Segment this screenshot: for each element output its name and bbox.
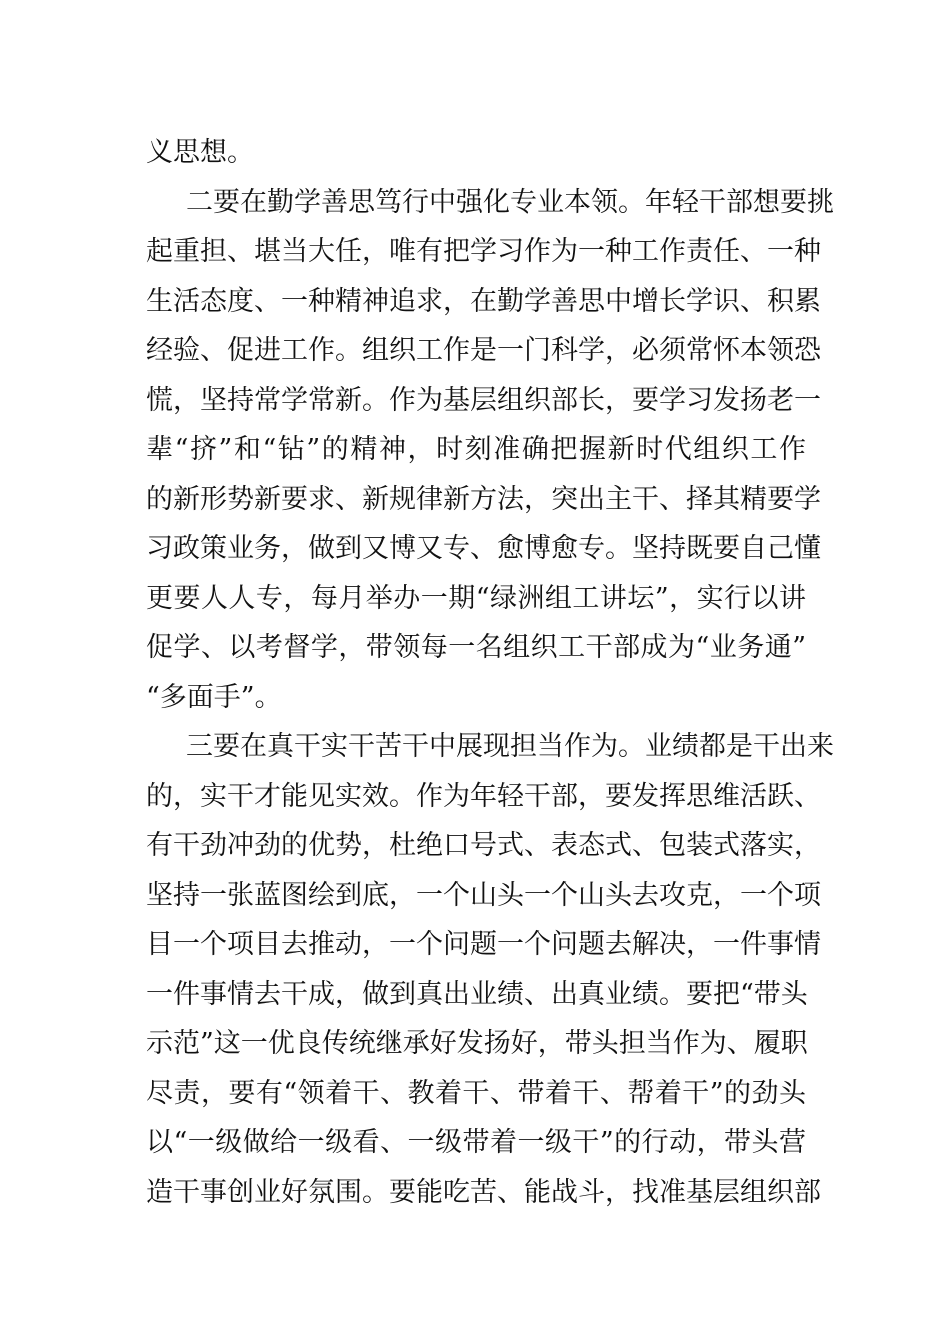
text-line: 慌，坚持常学常新。作为基层组织部长，要学习发扬老一 — [146, 384, 821, 416]
text-line: 促学、以考督学，带领每一名组织工干部成为“业务通” — [146, 632, 806, 663]
text-line: 的新形势新要求、新规律新方法，突出主干、择其精要学 — [146, 483, 821, 515]
text-line: 辈“挤”和“钻”的精神，时刻准确把握新时代组织工作 — [146, 434, 806, 465]
text-line: 以“一级做给一级看、一级带着一级干”的行动，带头营 — [146, 1127, 806, 1158]
text-line: 生活态度、一种精神追求，在勤学善思中增长学识、积累 — [146, 285, 821, 317]
text-line: 尽责，要有“领着干、教着干、带着干、帮着干”的劲头 — [146, 1077, 806, 1109]
text-line: 坚持一张蓝图绘到底，一个山头一个山头去攻克，一个项 — [146, 879, 821, 911]
text-line: 有干劲冲劲的优势，杜绝口号式、表态式、包装式落实， — [146, 830, 821, 861]
text-line: 目一个项目去推动，一个问题一个问题去解决，一件事情 — [146, 929, 821, 960]
paragraph-heading-line: 二要在勤学善思笃行中强化专业本领。年轻干部想要挑 — [186, 186, 834, 218]
text-line: 的，实干才能见实效。作为年轻干部，要发挥思维活跃、 — [146, 780, 821, 812]
text-line: “多面手”。 — [146, 681, 282, 713]
text-line: 义思想。 — [146, 137, 254, 168]
text-line: 更要人人专，每月举办一期“绿洲组工讲坛”，实行以讲 — [146, 582, 806, 614]
text-line: 造干事创业好氛围。要能吃苦、能战斗，找准基层组织部 — [146, 1176, 821, 1208]
body-text — [146, 128, 834, 1217]
paragraph-heading-line: 三要在真干实干苦干中展现担当作为。业绩都是干出来 — [186, 731, 834, 762]
text-line: 一件事情去干成，做到真出业绩、出真业绩。要把“带头 — [146, 978, 808, 1010]
text-line: 示范”这一优良传统继承好发扬好，带头担当作为、履职 — [146, 1028, 808, 1059]
text-line: 起重担、堪当大任，唯有把学习作为一种工作责任、一种 — [146, 236, 821, 267]
text-line: 习政策业务，做到又博又专、愈博愈专。坚持既要自己懂 — [146, 533, 821, 564]
text-line: 经验、促进工作。组织工作是一门科学，必须常怀本领恐 — [146, 335, 821, 366]
